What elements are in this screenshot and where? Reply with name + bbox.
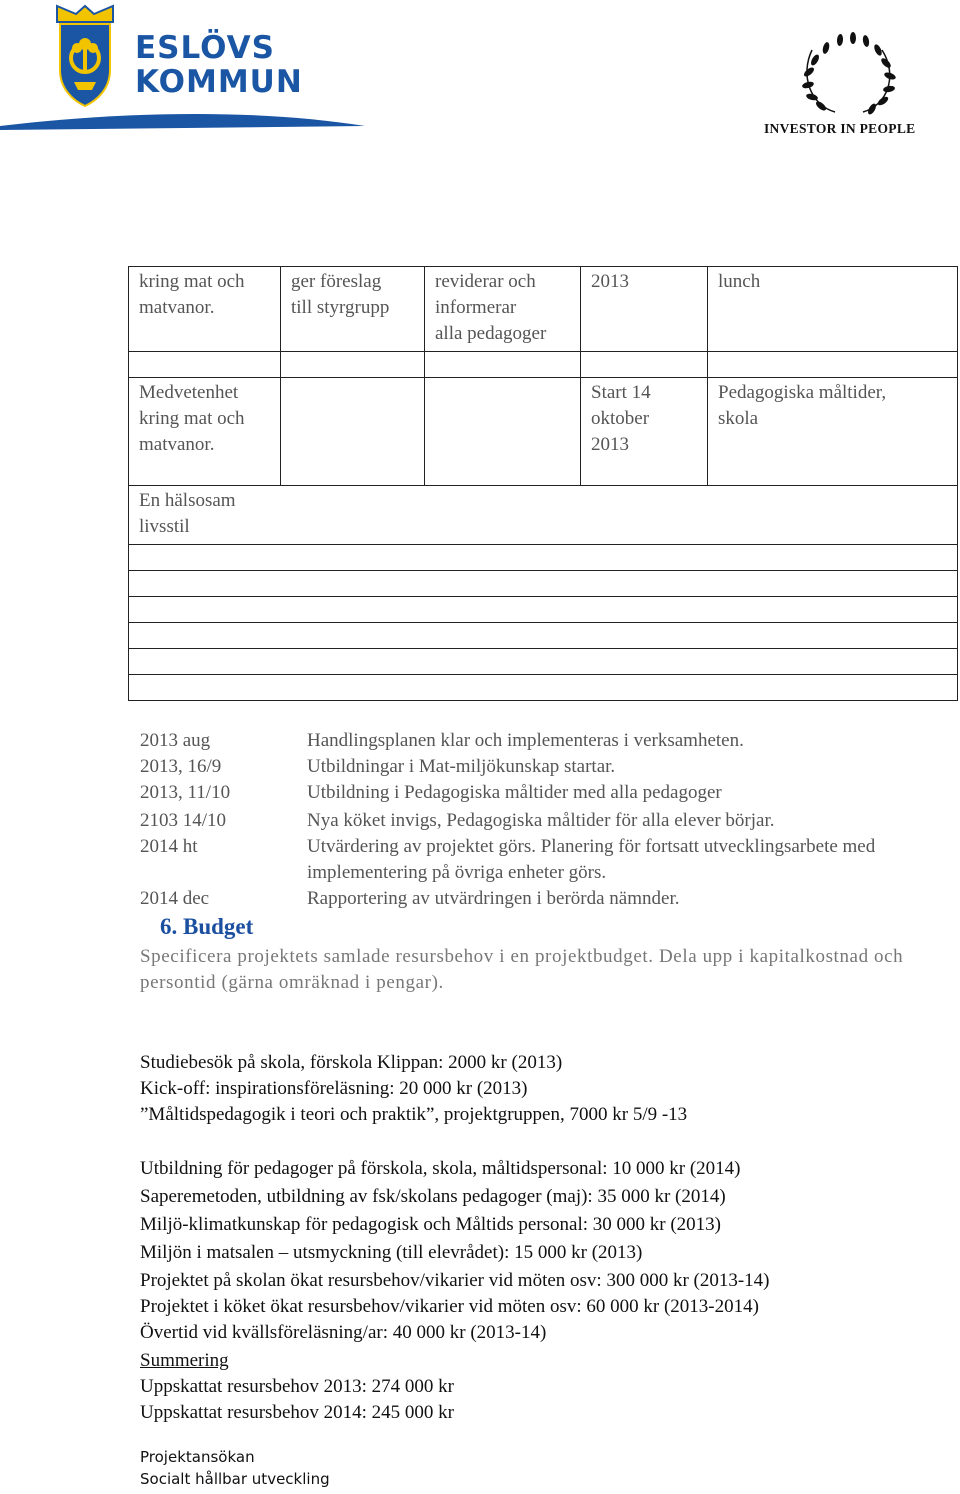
cost-line: Miljö-klimatkunskap för pedagogisk och Måltids personal: 30 000 kr (2013)	[140, 1214, 721, 1235]
table-cell: reviderar och informerar alla pedagoger	[425, 267, 581, 352]
cost-line: Saperemetoden, utbildning av fsk/skolans pedagoger (maj): 35 000 kr (2014)	[140, 1186, 726, 1207]
schedule-date: 2014 dec	[140, 888, 210, 909]
budget-description: Specificera projektets samlade resursbehov i en projektbudget. Dela upp i kapitalkostnad och persontid (gärna omräknad i pengar).	[140, 946, 904, 993]
schedule-date: 2013, 16/9	[140, 756, 222, 777]
budget-heading: 6. Budget	[160, 914, 254, 939]
summary-heading: Summering	[140, 1350, 229, 1371]
table-cell: Start 14 oktober 2013	[581, 378, 708, 486]
table-row	[129, 352, 958, 378]
table-row	[129, 545, 958, 571]
table-cell	[708, 352, 958, 378]
table-cell	[129, 623, 958, 649]
table-cell: En hälsosam livsstil	[129, 486, 958, 545]
schedule-date: 2103 14/10	[140, 810, 227, 831]
schedule-date: 2013, 11/10	[140, 782, 231, 803]
footer-line-1: Projektansökan	[140, 1448, 255, 1466]
plan-table	[128, 266, 958, 701]
schedule-description: Utvärdering av projektet görs. Planering för fortsatt utvecklingsarbete med implementering på övriga enheter görs.	[307, 836, 876, 883]
cost-line: Utbildning för pedagoger på förskola, skola, måltidspersonal: 10 000 kr (2014)	[140, 1158, 741, 1179]
table-cell	[281, 378, 425, 486]
table-row	[129, 597, 958, 623]
table-cell	[129, 571, 958, 597]
cost-line: Övertid vid kvällsföreläsning/ar: 40 000 kr (2013-14)	[140, 1322, 547, 1343]
cost-line: Kick-off: inspirationsföreläsning: 20 000 kr (2013)	[140, 1078, 528, 1099]
table-cell	[129, 597, 958, 623]
cost-line: Projektet på skolan ökat resursbehov/vikarier vid möten osv: 300 000 kr (2013-14)	[140, 1270, 770, 1291]
schedule-description: Utbildningar i Mat-miljökunskap startar.	[307, 756, 616, 777]
table-cell: Pedagogiska måltider, skola	[708, 378, 958, 486]
table-cell	[129, 649, 958, 675]
table-row	[129, 649, 958, 675]
schedule-date: 2013 aug	[140, 730, 211, 751]
footer-line-2: Socialt hållbar utveckling	[140, 1470, 330, 1488]
schedule-description: Nya köket invigs, Pedagogiska måltider för alla elever börjar.	[307, 810, 775, 831]
schedule-date: 2014 ht	[140, 836, 198, 857]
summary-line: Uppskattat resursbehov 2013: 274 000 kr	[140, 1376, 454, 1397]
table-row	[129, 571, 958, 597]
cost-line: ”Måltidspedagogik i teori och praktik”, projektgruppen, 7000 kr 5/9 -13	[140, 1104, 688, 1125]
table-cell: lunch	[708, 267, 958, 352]
logo-line-1: ESLÖVS	[135, 30, 275, 66]
table-cell	[129, 545, 958, 571]
cost-line: Projektet i köket ökat resursbehov/vikarier vid möten osv: 60 000 kr (2013-2014)	[140, 1296, 759, 1317]
cost-line: Miljön i matsalen – utsmyckning (till elevrådet): 15 000 kr (2013)	[140, 1242, 643, 1263]
cost-line: Studiebesök på skola, förskola Klippan: 2000 kr (2013)	[140, 1052, 563, 1073]
table-cell	[129, 352, 281, 378]
schedule-description: Rapportering av utvärdringen i berörda nämnder.	[307, 888, 680, 909]
table-cell: kring mat och matvanor.	[129, 267, 281, 352]
schedule-description: Utbildning i Pedagogiska måltider med alla pedagoger	[307, 782, 722, 803]
table-row	[129, 378, 958, 486]
schedule-description: Handlingsplanen klar och implementeras i verksamheten.	[307, 730, 744, 751]
summary-line: Uppskattat resursbehov 2014: 245 000 kr	[140, 1402, 454, 1423]
table-cell	[129, 675, 958, 701]
table-row	[129, 486, 958, 545]
table-cell: 2013	[581, 267, 708, 352]
table-cell: ger föreslag till styrgrupp	[281, 267, 425, 352]
table-row	[129, 267, 958, 352]
table-row	[129, 675, 958, 701]
table-cell	[425, 352, 581, 378]
table-cell: Medvetenhet kring mat och matvanor.	[129, 378, 281, 486]
certification-text: INVESTOR IN PEOPLE	[764, 121, 916, 136]
table-cell	[281, 352, 425, 378]
table-cell	[581, 352, 708, 378]
laurel-wreath-icon	[760, 20, 935, 120]
table-cell	[425, 378, 581, 486]
logo-line-2: KOMMUN	[135, 64, 303, 100]
table-row	[129, 623, 958, 649]
